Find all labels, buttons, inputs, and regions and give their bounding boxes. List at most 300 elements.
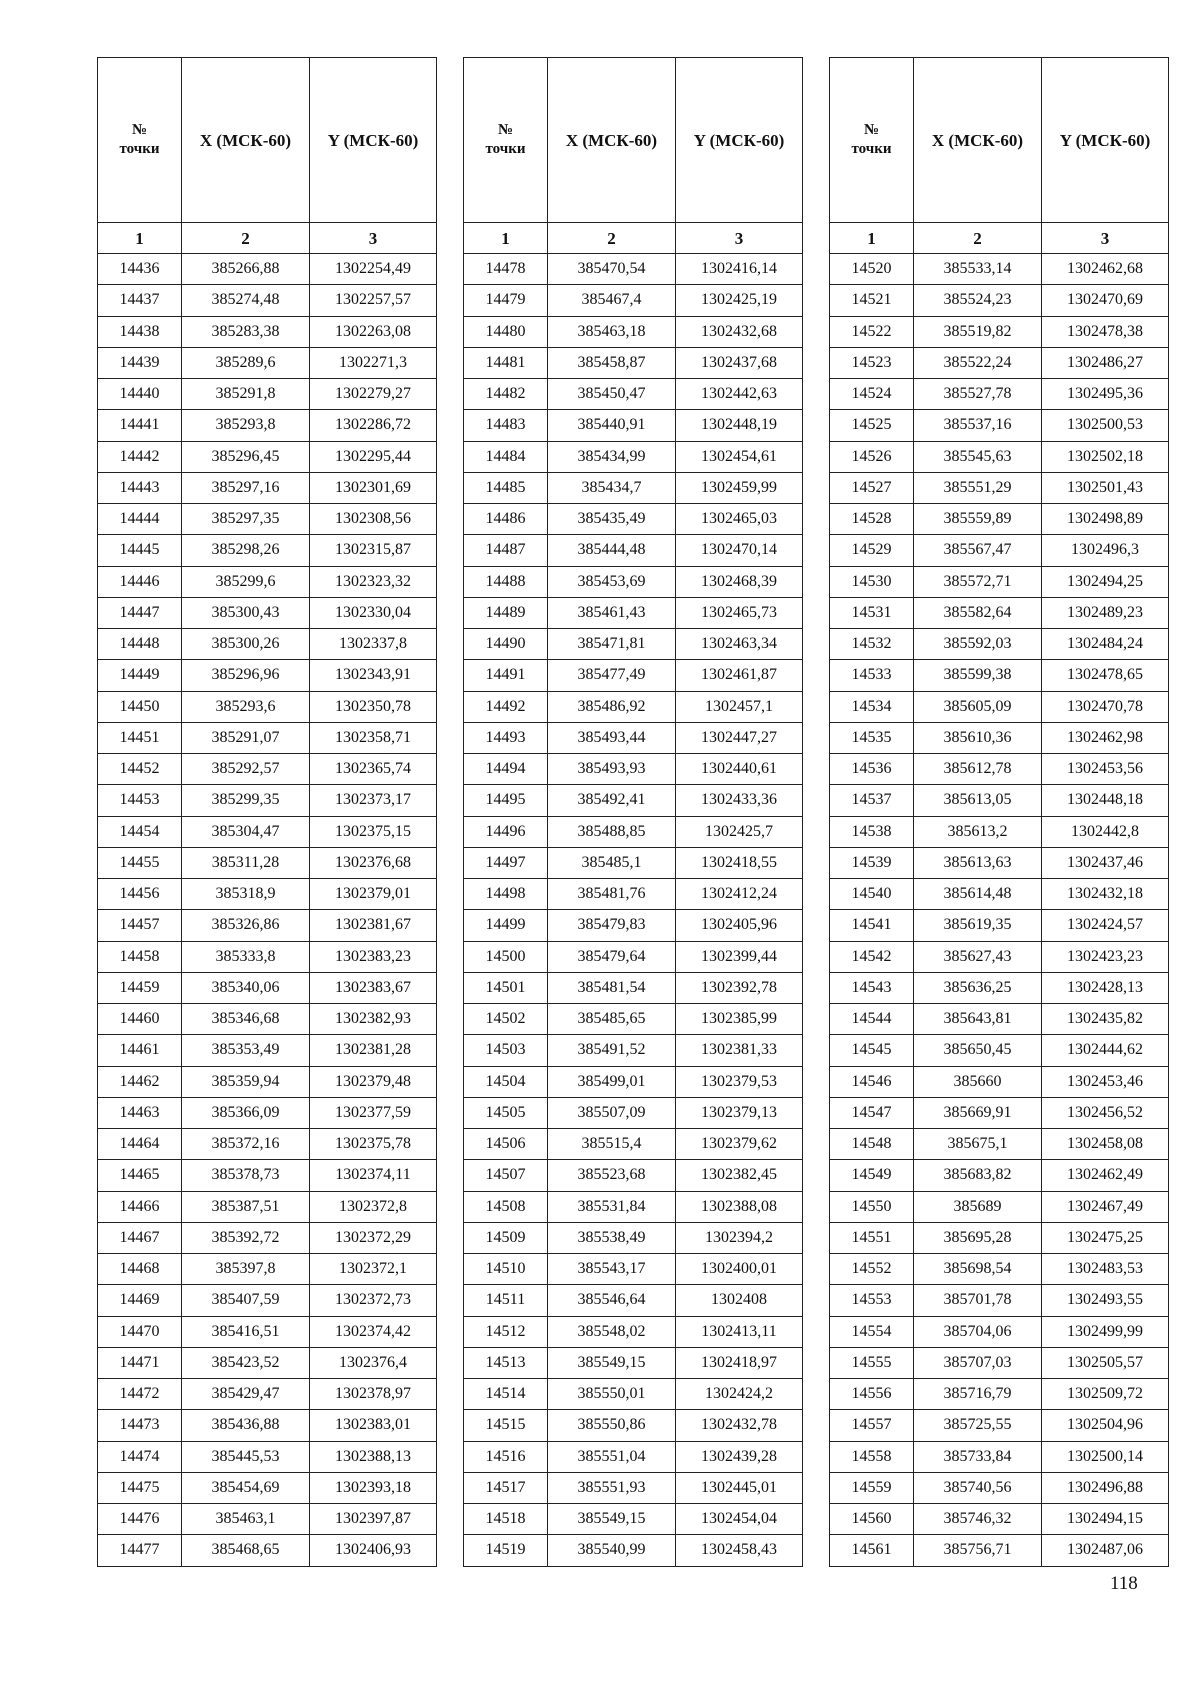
x-coordinate-cell: 385619,35 <box>914 910 1042 941</box>
x-coordinate-cell: 385479,64 <box>548 941 676 972</box>
y-coordinate-cell: 1302470,14 <box>676 535 803 566</box>
point-number-cell: 14537 <box>830 785 914 816</box>
table-row <box>464 754 803 785</box>
point-number-cell: 14505 <box>464 1097 548 1128</box>
point-number-cell: 14462 <box>98 1066 182 1097</box>
table-row <box>830 910 1169 941</box>
x-coordinate-cell: 385326,86 <box>182 910 310 941</box>
point-number-cell: 14508 <box>464 1191 548 1222</box>
table-row <box>464 1379 803 1410</box>
x-coordinate-cell: 385274,48 <box>182 285 310 316</box>
x-coordinate-cell: 385291,07 <box>182 722 310 753</box>
y-coordinate-cell: 1302405,96 <box>676 910 803 941</box>
point-number-cell: 14548 <box>830 1129 914 1160</box>
point-number-cell: 14496 <box>464 816 548 847</box>
point-number-cell: 14532 <box>830 629 914 660</box>
y-coordinate-cell: 1302385,99 <box>676 1004 803 1035</box>
x-coordinate-cell: 385675,1 <box>914 1129 1042 1160</box>
y-coordinate-cell: 1302465,73 <box>676 597 803 628</box>
point-number-cell: 14519 <box>464 1535 548 1566</box>
point-number-cell: 14534 <box>830 691 914 722</box>
point-number-cell: 14527 <box>830 472 914 503</box>
table-row <box>98 754 437 785</box>
x-coordinate-cell: 385599,38 <box>914 660 1042 691</box>
table-row <box>98 629 437 660</box>
x-coordinate-cell: 385468,65 <box>182 1535 310 1566</box>
y-coordinate-header: Y (МСК-60) <box>310 58 437 223</box>
point-number-cell: 14528 <box>830 504 914 535</box>
table-row <box>464 660 803 691</box>
point-number-cell: 14472 <box>98 1379 182 1410</box>
point-number-cell: 14524 <box>830 379 914 410</box>
table-row <box>98 1004 437 1035</box>
table-row <box>830 254 1169 285</box>
x-coordinate-cell: 385392,72 <box>182 1222 310 1253</box>
x-coordinate-cell: 385296,96 <box>182 660 310 691</box>
x-coordinate-cell: 385407,59 <box>182 1285 310 1316</box>
table-row <box>464 441 803 472</box>
y-coordinate-cell: 1302462,49 <box>1042 1160 1169 1191</box>
point-number-cell: 14482 <box>464 379 548 410</box>
y-coordinate-header: Y (МСК-60) <box>1042 58 1169 223</box>
x-coordinate-cell: 385551,29 <box>914 472 1042 503</box>
x-coordinate-cell: 385486,92 <box>548 691 676 722</box>
table-row <box>830 285 1169 316</box>
x-coordinate-cell: 385378,73 <box>182 1160 310 1191</box>
table-row <box>98 1504 437 1535</box>
point-number-cell: 14499 <box>464 910 548 941</box>
x-coordinate-cell: 385477,49 <box>548 660 676 691</box>
x-coordinate-cell: 385531,84 <box>548 1191 676 1222</box>
y-coordinate-cell: 1302462,68 <box>1042 254 1169 285</box>
point-number-cell: 14557 <box>830 1410 914 1441</box>
x-coordinate-cell: 385499,01 <box>548 1066 676 1097</box>
y-coordinate-cell: 1302439,28 <box>676 1441 803 1472</box>
x-coordinate-cell: 385524,23 <box>914 285 1042 316</box>
y-coordinate-cell: 1302381,67 <box>310 910 437 941</box>
x-coordinate-cell: 385683,82 <box>914 1160 1042 1191</box>
y-coordinate-cell: 1302388,13 <box>310 1441 437 1472</box>
table-row <box>830 1504 1169 1535</box>
table-row <box>464 1191 803 1222</box>
table-row <box>830 1097 1169 1128</box>
table-row <box>830 1004 1169 1035</box>
table-row <box>830 1472 1169 1503</box>
x-coordinate-cell: 385613,05 <box>914 785 1042 816</box>
y-coordinate-cell: 1302442,63 <box>676 379 803 410</box>
point-number-cell: 14560 <box>830 1504 914 1535</box>
table-row <box>464 879 803 910</box>
table-row <box>98 1472 437 1503</box>
y-coordinate-cell: 1302412,24 <box>676 879 803 910</box>
point-number-cell: 14447 <box>98 597 182 628</box>
x-coordinate-cell: 385318,9 <box>182 879 310 910</box>
table-row <box>98 535 437 566</box>
x-coordinate-cell: 385353,49 <box>182 1035 310 1066</box>
point-number-header <box>98 58 182 223</box>
point-number-cell: 14455 <box>98 847 182 878</box>
x-coordinate-cell: 385453,69 <box>548 566 676 597</box>
point-number-cell: 14481 <box>464 347 548 378</box>
column-number: 2 <box>548 223 676 254</box>
table-row <box>464 1254 803 1285</box>
y-coordinate-cell: 1302424,57 <box>1042 910 1169 941</box>
y-coordinate-cell: 1302330,04 <box>310 597 437 628</box>
table-row <box>98 910 437 941</box>
table-row <box>830 1535 1169 1566</box>
x-coordinate-cell: 385340,06 <box>182 972 310 1003</box>
x-coordinate-cell: 385458,87 <box>548 347 676 378</box>
y-coordinate-cell: 1302397,87 <box>310 1504 437 1535</box>
x-coordinate-cell: 385436,88 <box>182 1410 310 1441</box>
x-coordinate-cell: 385716,79 <box>914 1379 1042 1410</box>
x-coordinate-cell: 385551,93 <box>548 1472 676 1503</box>
x-coordinate-cell: 385304,47 <box>182 816 310 847</box>
x-coordinate-cell: 385297,16 <box>182 472 310 503</box>
y-coordinate-cell: 1302365,74 <box>310 754 437 785</box>
table-row <box>830 472 1169 503</box>
y-coordinate-cell: 1302372,8 <box>310 1191 437 1222</box>
x-coordinate-cell: 385546,64 <box>548 1285 676 1316</box>
column-number: 2 <box>914 223 1042 254</box>
x-coordinate-cell: 385481,76 <box>548 879 676 910</box>
x-coordinate-cell: 385387,51 <box>182 1191 310 1222</box>
point-number-cell: 14469 <box>98 1285 182 1316</box>
table-row <box>830 847 1169 878</box>
y-coordinate-cell: 1302444,62 <box>1042 1035 1169 1066</box>
table-row <box>830 754 1169 785</box>
point-number-cell: 14554 <box>830 1316 914 1347</box>
y-coordinate-cell: 1302448,18 <box>1042 785 1169 816</box>
table-row <box>464 379 803 410</box>
x-coordinate-cell: 385359,94 <box>182 1066 310 1097</box>
point-number-cell: 14454 <box>98 816 182 847</box>
x-coordinate-cell: 385470,54 <box>548 254 676 285</box>
x-coordinate-cell: 385515,4 <box>548 1129 676 1160</box>
table-row <box>464 972 803 1003</box>
table-row <box>464 1441 803 1472</box>
table-row <box>98 941 437 972</box>
point-number-cell: 14442 <box>98 441 182 472</box>
point-number-cell: 14540 <box>830 879 914 910</box>
table-row <box>98 254 437 285</box>
table-row <box>830 597 1169 628</box>
y-coordinate-cell: 1302501,43 <box>1042 472 1169 503</box>
column-number: 3 <box>676 223 803 254</box>
point-number-cell: 14561 <box>830 1535 914 1566</box>
y-coordinate-cell: 1302509,72 <box>1042 1379 1169 1410</box>
point-number-cell: 14542 <box>830 941 914 972</box>
x-coordinate-cell: 385613,2 <box>914 816 1042 847</box>
point-number-cell: 14473 <box>98 1410 182 1441</box>
y-coordinate-cell: 1302381,28 <box>310 1035 437 1066</box>
point-number-cell: 14443 <box>98 472 182 503</box>
table-row <box>464 1129 803 1160</box>
table-row <box>830 504 1169 535</box>
point-number-cell: 14509 <box>464 1222 548 1253</box>
x-coordinate-cell: 385701,78 <box>914 1285 1042 1316</box>
point-number-cell: 14484 <box>464 441 548 472</box>
coordinates-table <box>829 57 1169 1567</box>
table-row <box>464 816 803 847</box>
point-number-cell: 14440 <box>98 379 182 410</box>
x-coordinate-cell: 385479,83 <box>548 910 676 941</box>
x-coordinate-cell: 385397,8 <box>182 1254 310 1285</box>
y-coordinate-cell: 1302263,08 <box>310 316 437 347</box>
x-coordinate-cell: 385660 <box>914 1066 1042 1097</box>
point-number-cell: 14551 <box>830 1222 914 1253</box>
point-number-cell: 14468 <box>98 1254 182 1285</box>
y-coordinate-cell: 1302381,33 <box>676 1035 803 1066</box>
x-coordinate-cell: 385481,54 <box>548 972 676 1003</box>
x-coordinate-cell: 385485,1 <box>548 847 676 878</box>
x-coordinate-cell: 385559,89 <box>914 504 1042 535</box>
point-number-cell: 14525 <box>830 410 914 441</box>
point-number-cell: 14478 <box>464 254 548 285</box>
table-row <box>464 1535 803 1566</box>
y-coordinate-cell: 1302350,78 <box>310 691 437 722</box>
point-number-cell: 14464 <box>98 1129 182 1160</box>
point-number-cell: 14544 <box>830 1004 914 1035</box>
table-row <box>830 691 1169 722</box>
point-number-cell: 14457 <box>98 910 182 941</box>
point-number-header <box>464 58 548 223</box>
y-coordinate-cell: 1302379,53 <box>676 1066 803 1097</box>
y-coordinate-cell: 1302315,87 <box>310 535 437 566</box>
y-coordinate-cell: 1302413,11 <box>676 1316 803 1347</box>
y-coordinate-cell: 1302379,62 <box>676 1129 803 1160</box>
x-coordinate-cell: 385533,14 <box>914 254 1042 285</box>
x-coordinate-header: X (МСК-60) <box>914 58 1042 223</box>
table-row <box>98 847 437 878</box>
table-row <box>830 1191 1169 1222</box>
x-coordinate-cell: 385707,03 <box>914 1347 1042 1378</box>
point-number-cell: 14521 <box>830 285 914 316</box>
y-coordinate-cell: 1302394,2 <box>676 1222 803 1253</box>
x-coordinate-cell: 385467,4 <box>548 285 676 316</box>
x-coordinate-cell: 385311,28 <box>182 847 310 878</box>
column-number-row <box>830 223 1169 254</box>
x-coordinate-cell: 385463,18 <box>548 316 676 347</box>
header-row <box>98 58 437 223</box>
y-coordinate-cell: 1302475,25 <box>1042 1222 1169 1253</box>
point-number-cell: 14461 <box>98 1035 182 1066</box>
x-coordinate-cell: 385299,35 <box>182 785 310 816</box>
table-row <box>464 316 803 347</box>
table-row <box>830 785 1169 816</box>
y-coordinate-cell: 1302372,1 <box>310 1254 437 1285</box>
x-coordinate-cell: 385293,6 <box>182 691 310 722</box>
x-coordinate-cell: 385291,8 <box>182 379 310 410</box>
table-row <box>98 1441 437 1472</box>
table-row <box>830 1254 1169 1285</box>
point-number-cell: 14550 <box>830 1191 914 1222</box>
point-number-cell: 14485 <box>464 472 548 503</box>
y-coordinate-cell: 1302428,13 <box>1042 972 1169 1003</box>
x-coordinate-cell: 385756,71 <box>914 1535 1042 1566</box>
table-row <box>98 816 437 847</box>
point-number-header <box>830 58 914 223</box>
x-coordinate-cell: 385522,24 <box>914 347 1042 378</box>
y-coordinate-cell: 1302440,61 <box>676 754 803 785</box>
y-coordinate-cell: 1302435,82 <box>1042 1004 1169 1035</box>
point-number-cell: 14526 <box>830 441 914 472</box>
x-coordinate-cell: 385549,15 <box>548 1347 676 1378</box>
y-coordinate-cell: 1302418,97 <box>676 1347 803 1378</box>
x-coordinate-cell: 385550,01 <box>548 1379 676 1410</box>
x-coordinate-cell: 385299,6 <box>182 566 310 597</box>
table-row <box>464 254 803 285</box>
y-coordinate-cell: 1302500,14 <box>1042 1441 1169 1472</box>
x-coordinate-cell: 385429,47 <box>182 1379 310 1410</box>
point-number-cell: 14511 <box>464 1285 548 1316</box>
table-row <box>98 1222 437 1253</box>
x-coordinate-cell: 385416,51 <box>182 1316 310 1347</box>
point-number-cell: 14546 <box>830 1066 914 1097</box>
table-row <box>98 1535 437 1566</box>
point-number-cell: 14459 <box>98 972 182 1003</box>
point-number-cell: 14536 <box>830 754 914 785</box>
x-coordinate-cell: 385298,26 <box>182 535 310 566</box>
x-coordinate-cell: 385300,26 <box>182 629 310 660</box>
x-coordinate-cell: 385610,36 <box>914 722 1042 753</box>
column-number: 1 <box>830 223 914 254</box>
table-row <box>98 316 437 347</box>
y-coordinate-cell: 1302372,73 <box>310 1285 437 1316</box>
point-number-cell: 14479 <box>464 285 548 316</box>
table-row <box>830 1316 1169 1347</box>
table-row <box>98 1160 437 1191</box>
table-row <box>830 816 1169 847</box>
point-number-cell: 14494 <box>464 754 548 785</box>
x-coordinate-cell: 385636,25 <box>914 972 1042 1003</box>
point-number-cell: 14483 <box>464 410 548 441</box>
column-number: 1 <box>98 223 182 254</box>
x-coordinate-cell: 385695,28 <box>914 1222 1042 1253</box>
y-coordinate-cell: 1302433,36 <box>676 785 803 816</box>
y-coordinate-cell: 1302254,49 <box>310 254 437 285</box>
point-number-cell: 14466 <box>98 1191 182 1222</box>
x-coordinate-cell: 385582,64 <box>914 597 1042 628</box>
point-number-cell: 14450 <box>98 691 182 722</box>
table-row <box>464 785 803 816</box>
point-number-cell: 14467 <box>98 1222 182 1253</box>
x-coordinate-cell: 385488,85 <box>548 816 676 847</box>
table-row <box>830 566 1169 597</box>
y-coordinate-cell: 1302486,27 <box>1042 347 1169 378</box>
x-coordinate-cell: 385461,43 <box>548 597 676 628</box>
x-coordinate-cell: 385491,52 <box>548 1035 676 1066</box>
table-row <box>98 1035 437 1066</box>
x-coordinate-header: X (МСК-60) <box>548 58 676 223</box>
y-coordinate-cell: 1302378,97 <box>310 1379 437 1410</box>
table-row <box>830 1222 1169 1253</box>
table-row <box>98 504 437 535</box>
table-row <box>98 879 437 910</box>
y-coordinate-cell: 1302373,17 <box>310 785 437 816</box>
point-number-cell: 14545 <box>830 1035 914 1066</box>
x-coordinate-cell: 385366,09 <box>182 1097 310 1128</box>
x-coordinate-cell: 385434,99 <box>548 441 676 472</box>
y-coordinate-cell: 1302467,49 <box>1042 1191 1169 1222</box>
y-coordinate-cell: 1302424,2 <box>676 1379 803 1410</box>
table-row <box>830 1441 1169 1472</box>
table-row <box>464 629 803 660</box>
table-row <box>830 410 1169 441</box>
point-number-cell: 14510 <box>464 1254 548 1285</box>
y-coordinate-cell: 1302468,39 <box>676 566 803 597</box>
y-coordinate-cell: 1302432,18 <box>1042 879 1169 910</box>
point-number-cell: 14453 <box>98 785 182 816</box>
number-sign: № <box>497 122 514 139</box>
y-coordinate-cell: 1302494,15 <box>1042 1504 1169 1535</box>
point-number-cell: 14460 <box>98 1004 182 1035</box>
point-number-cell: 14493 <box>464 722 548 753</box>
y-coordinate-cell: 1302423,23 <box>1042 941 1169 972</box>
table-row <box>98 441 437 472</box>
x-coordinate-cell: 385492,41 <box>548 785 676 816</box>
point-number-cell: 14502 <box>464 1004 548 1035</box>
table-row <box>98 379 437 410</box>
table-row <box>830 347 1169 378</box>
y-coordinate-cell: 1302461,87 <box>676 660 803 691</box>
y-coordinate-cell: 1302484,24 <box>1042 629 1169 660</box>
point-number-cell: 14441 <box>98 410 182 441</box>
point-number-cell: 14500 <box>464 941 548 972</box>
table-row <box>98 1285 437 1316</box>
y-coordinate-cell: 1302343,91 <box>310 660 437 691</box>
x-coordinate-cell: 385643,81 <box>914 1004 1042 1035</box>
point-number-cell: 14486 <box>464 504 548 535</box>
y-coordinate-cell: 1302374,11 <box>310 1160 437 1191</box>
x-coordinate-cell: 385463,1 <box>182 1504 310 1535</box>
table-row <box>98 722 437 753</box>
y-coordinate-cell: 1302442,8 <box>1042 816 1169 847</box>
x-coordinate-cell: 385567,47 <box>914 535 1042 566</box>
point-number-cell: 14495 <box>464 785 548 816</box>
x-coordinate-cell: 385627,43 <box>914 941 1042 972</box>
x-coordinate-cell: 385450,47 <box>548 379 676 410</box>
x-coordinate-cell: 385592,03 <box>914 629 1042 660</box>
table-row <box>98 1191 437 1222</box>
table-row <box>830 1129 1169 1160</box>
x-coordinate-cell: 385493,44 <box>548 722 676 753</box>
y-coordinate-cell: 1302470,78 <box>1042 691 1169 722</box>
y-coordinate-cell: 1302458,08 <box>1042 1129 1169 1160</box>
table-row <box>464 1066 803 1097</box>
table-row <box>98 1410 437 1441</box>
point-label: точки <box>119 141 160 157</box>
column-number: 3 <box>310 223 437 254</box>
x-coordinate-cell: 385698,54 <box>914 1254 1042 1285</box>
point-number-cell: 14539 <box>830 847 914 878</box>
y-coordinate-cell: 1302463,34 <box>676 629 803 660</box>
x-coordinate-cell: 385543,17 <box>548 1254 676 1285</box>
x-coordinate-cell: 385283,38 <box>182 316 310 347</box>
y-coordinate-cell: 1302323,32 <box>310 566 437 597</box>
y-coordinate-cell: 1302505,57 <box>1042 1347 1169 1378</box>
table-row <box>464 472 803 503</box>
point-number-cell: 14503 <box>464 1035 548 1066</box>
point-number-cell: 14507 <box>464 1160 548 1191</box>
x-coordinate-cell: 385507,09 <box>548 1097 676 1128</box>
point-number-cell: 14446 <box>98 566 182 597</box>
point-number-cell: 14451 <box>98 722 182 753</box>
table-row <box>98 347 437 378</box>
table-row <box>98 660 437 691</box>
y-coordinate-cell: 1302400,01 <box>676 1254 803 1285</box>
table-row <box>98 691 437 722</box>
